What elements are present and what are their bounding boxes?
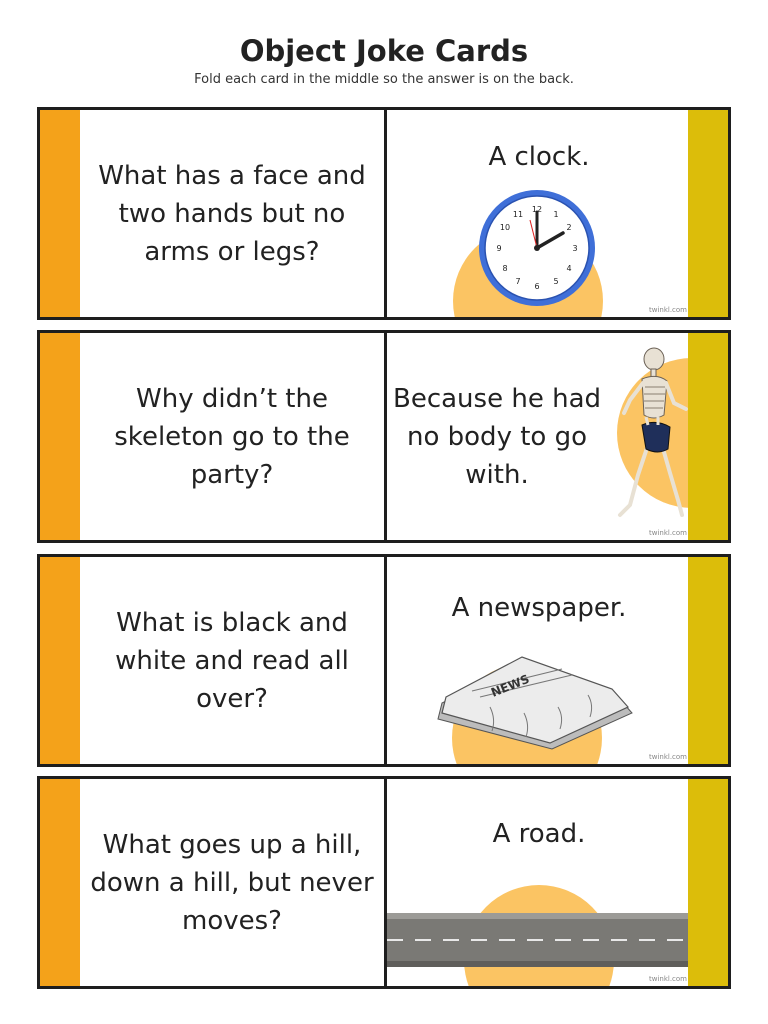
joke-card-skeleton — [37, 330, 731, 543]
road-icon — [387, 913, 691, 967]
answer-text: A clock. — [488, 142, 590, 172]
joke-card-road — [37, 776, 731, 989]
svg-text:4: 4 — [566, 264, 572, 273]
right-color-strip — [688, 779, 728, 986]
left-color-strip — [40, 779, 80, 986]
newspaper-label: NEWS — [489, 671, 532, 700]
newspaper-icon — [432, 653, 642, 753]
answer-text: A newspaper. — [451, 593, 627, 623]
answer-panel — [387, 333, 691, 540]
joke-card-clock — [37, 107, 731, 320]
watermark: twinkl.com — [648, 529, 687, 537]
svg-text:7: 7 — [515, 277, 521, 286]
answer-text: Because he had no body to go with. — [393, 384, 601, 490]
watermark: twinkl.com — [648, 306, 687, 314]
question-text: What has a face and two hands but no arms or legs? — [98, 160, 366, 267]
answer-panel — [387, 779, 691, 986]
svg-text:3: 3 — [572, 244, 578, 253]
svg-text:11: 11 — [512, 210, 524, 219]
right-color-strip — [688, 110, 728, 317]
answer-panel — [387, 557, 691, 764]
page-title: Object Joke Cards — [239, 34, 529, 68]
watermark: twinkl.com — [648, 753, 687, 761]
left-color-strip — [40, 557, 80, 764]
question-text: What goes up a hill, down a hill, but never moves? — [90, 829, 374, 936]
question-text: Why didn’t the skeleton go to the party? — [114, 383, 350, 490]
svg-text:8: 8 — [502, 264, 508, 273]
joke-card-newspaper — [37, 554, 731, 767]
answer-text: A road. — [492, 819, 586, 849]
svg-text:12: 12 — [531, 205, 543, 214]
svg-text:2: 2 — [566, 223, 572, 232]
watermark: twinkl.com — [648, 975, 687, 983]
left-color-strip — [40, 110, 80, 317]
svg-text:1: 1 — [553, 210, 559, 219]
skeleton-icon — [612, 345, 691, 525]
answer-panel — [387, 110, 691, 317]
clock-icon — [472, 188, 602, 308]
page-subtitle: Fold each card in the middle so the answer is on the back. — [194, 72, 574, 87]
svg-text:10: 10 — [499, 223, 511, 232]
svg-text:6: 6 — [534, 282, 540, 291]
right-color-strip — [688, 557, 728, 764]
svg-text:9: 9 — [496, 244, 502, 253]
svg-text:5: 5 — [553, 277, 559, 286]
right-color-strip — [688, 333, 728, 540]
question-text: What is black and white and read all over? — [115, 607, 349, 714]
left-color-strip — [40, 333, 80, 540]
